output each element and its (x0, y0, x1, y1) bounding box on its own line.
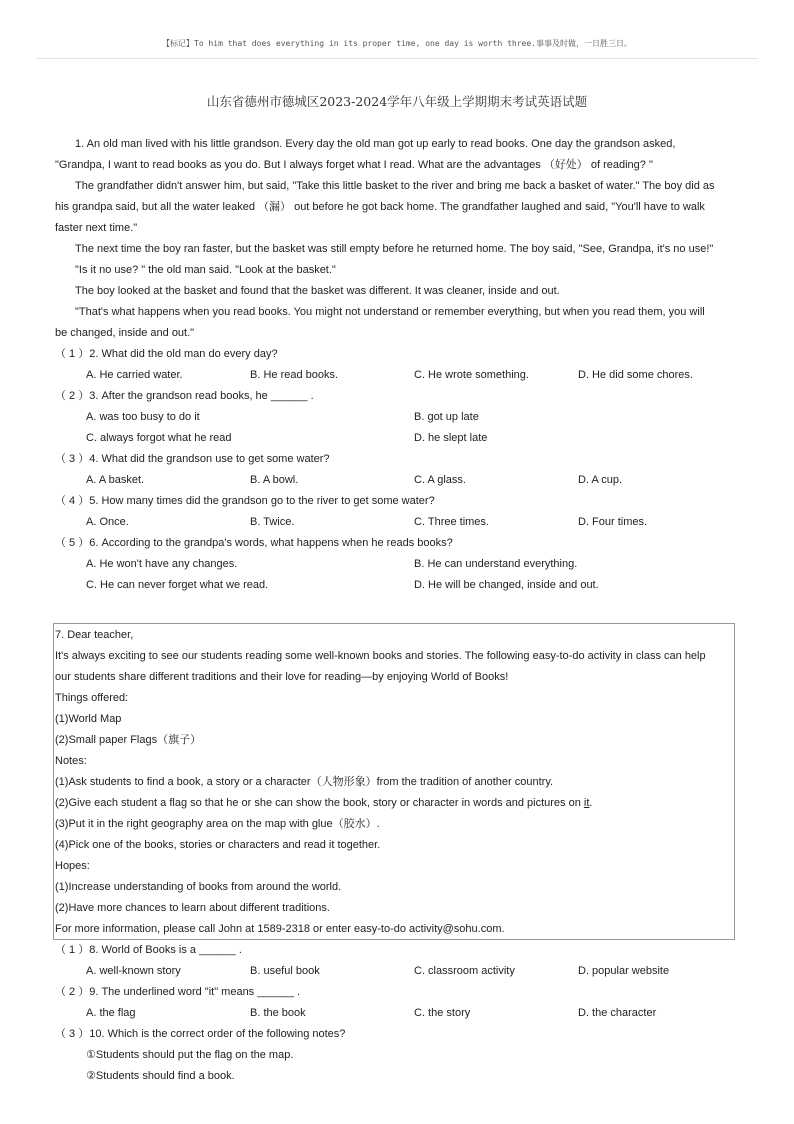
question-option[interactable]: C. the story (414, 1007, 471, 1019)
header-divider (36, 58, 758, 59)
question-option[interactable]: C. He can never forget what we read. (86, 579, 269, 591)
passage2-line: (2)Have more chances to learn about different traditions. (55, 902, 330, 914)
order-item: ①Students should put the flag on the map. (86, 1049, 294, 1061)
question-option[interactable]: A. A basket. (86, 474, 145, 486)
question-option[interactable]: A. He carried water. (86, 369, 183, 381)
passage1-line: The next time the boy ran faster, but the basket was still empty before he returned home. The boy said, "See, Grandpa, it's no use!" (75, 243, 714, 255)
question-option[interactable]: D. A cup. (578, 474, 623, 486)
passage1-line: The grandfather didn't answer him, but said, "Take this little basket to the river and bring me back a basket of water." The boy did as (75, 180, 715, 192)
passage1-line: The boy looked at the basket and found that the basket was different. It was cleaner, inside and out. (75, 285, 560, 297)
question-option[interactable]: A. well-known story (86, 965, 181, 977)
page-title: 山东省德州市德城区2023-2024学年八年级上学期期末考试英语试题 (206, 94, 588, 109)
question-option[interactable]: D. popular website (578, 965, 670, 977)
passage2-line: Things offered: (55, 692, 129, 704)
question-stem: （ 3 ）4. What did the grandson use to get some water? (55, 453, 330, 465)
question-option[interactable]: C. always forgot what he read (86, 432, 232, 444)
question-option[interactable]: B. useful book (250, 965, 320, 977)
passage2-line: (4)Pick one of the books, stories or characters and read it together. (55, 839, 381, 851)
passage1-line: his grandpa said, but all the water leaked （漏） out before he got back home. The grandfather laughed and said, "You'll have to walk (55, 201, 705, 213)
passage1-line: "Grandpa, I want to read books as you do. But I always forget what I read. What are the advantages （好处） of reading? " (55, 159, 653, 171)
passage2-line: (1)World Map (55, 713, 122, 725)
question-stem: （ 2 ）3. After the grandson read books, he ______ . (55, 390, 314, 402)
passage2-line: (2)Small paper Flags（旗子） (55, 734, 202, 746)
question-option[interactable]: C. He wrote something. (414, 369, 529, 381)
question-option[interactable]: A. He won't have any changes. (86, 558, 238, 570)
passage1-line: "That's what happens when you read books. You might not understand or remember everything, but when you read them, you will (75, 306, 705, 318)
passage1-line: faster next time." (55, 222, 138, 234)
question-option[interactable]: A. Once. (86, 516, 129, 528)
passage2-line: our students share different traditions and their love for reading—by enjoying World of Books! (55, 671, 509, 683)
passage2-line: (3)Put it in the right geography area on the map with glue（胶水）. (55, 818, 380, 830)
question-stem: （ 1 ）8. World of Books is a ______ . (55, 944, 242, 956)
question-option[interactable]: C. A glass. (414, 474, 466, 486)
question-option[interactable]: B. A bowl. (250, 474, 299, 486)
passage2-line: It's always exciting to see our students reading some well-known books and stories. The following easy-to-do activity in class can help (55, 650, 706, 662)
passage1-line: "Is it no use? " the old man said. "Look at the basket." (75, 264, 336, 276)
question-stem: （ 3 ）10. Which is the correct order of the following notes? (55, 1028, 346, 1040)
question-option[interactable]: C. classroom activity (414, 965, 515, 977)
question-option[interactable]: B. He can understand everything. (414, 558, 578, 570)
passage2-line: (1)Increase understanding of books from around the world. (55, 881, 342, 893)
question-option[interactable]: D. he slept late (414, 432, 488, 444)
question-option[interactable]: D. the character (578, 1007, 657, 1019)
passage2-line: For more information, please call John at 1589-2318 or enter easy-to-do activity@sohu.com. (55, 923, 505, 935)
question-option[interactable]: C. Three times. (414, 516, 489, 528)
question-option[interactable]: A. the flag (86, 1007, 136, 1019)
passage1-line: 1. An old man lived with his little grandson. Every day the old man got up early to read books. One day the grandson asked, (75, 138, 676, 150)
header-motto: 【标记】To him that does everything in its proper time, one day is worth three.事事及时做，一日胜三日。 (162, 39, 632, 48)
question-stem: （ 4 ）5. How many times did the grandson go to the river to get some water? (55, 495, 435, 507)
question-option[interactable]: D. He did some chores. (578, 369, 693, 381)
question-option[interactable]: D. Four times. (578, 516, 648, 528)
question-stem: （ 1 ）2. What did the old man do every day? (55, 348, 278, 360)
question-option[interactable]: B. He read books. (250, 369, 339, 381)
passage2-line: (1)Ask students to find a book, a story or a character（人物形象）from the tradition of another country. (55, 776, 554, 788)
question-option[interactable]: A. was too busy to do it (86, 411, 200, 423)
question-option[interactable]: B. got up late (414, 411, 479, 423)
line-period: . (589, 797, 593, 809)
question-option[interactable]: D. He will be changed, inside and out. (414, 579, 599, 591)
passage1-line: be changed, inside and out." (55, 327, 195, 339)
question-option[interactable]: B. the book (250, 1007, 306, 1019)
passage2-line: Notes: (55, 755, 87, 767)
passage2-line: 7. Dear teacher, (55, 629, 134, 641)
passage2-line (55, 796, 592, 810)
passage2-line: Hopes: (55, 860, 90, 872)
underlined-word: it (583, 797, 590, 809)
passage2-line-text: (2)Give each student a flag so that he or she can show the book, story or character in words and pictures on (55, 797, 584, 809)
question-stem: （ 2 ）9. The underlined word "it" means ______ . (55, 986, 301, 998)
order-item: ②Students should find a book. (86, 1070, 235, 1082)
question-stem: （ 5 ）6. According to the grandpa's words, what happens when he reads books? (55, 537, 453, 549)
question-option[interactable]: B. Twice. (250, 516, 295, 528)
